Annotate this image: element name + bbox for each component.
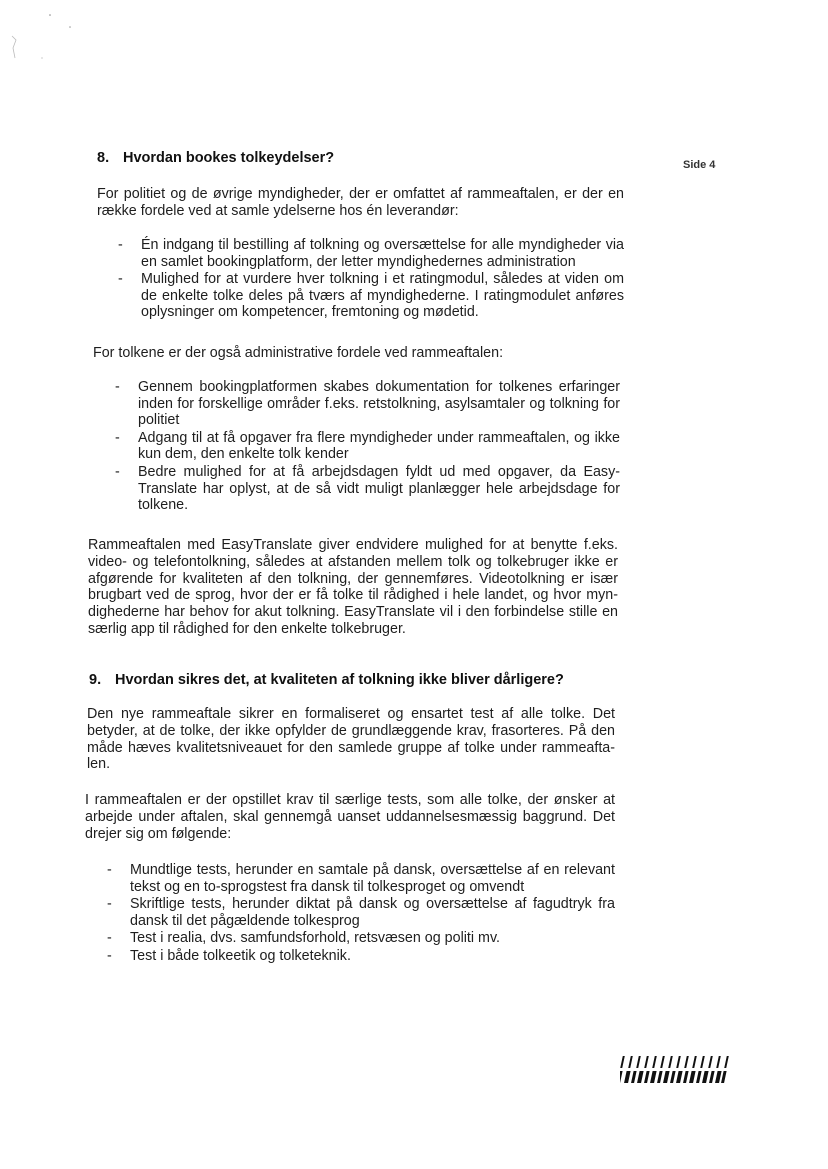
section-8-number: 8. <box>97 150 110 166</box>
section-8-heading <box>97 150 334 166</box>
list-item <box>107 862 615 895</box>
list-item <box>118 237 624 270</box>
list-item-text: Skriftlige tests, herunder diktat på dansk og oversættelse af fagudtryk fra dansk til det pågældende tolkesprog <box>130 896 615 929</box>
section-8-intro: For politiet og de øvrige myndigheder, der er omfattet af rammeaftalen, er der en række fordele ved at samle ydelserne hos én leverandør: <box>97 186 624 219</box>
bullet-dash: - <box>115 379 120 395</box>
bullet-dash: - <box>115 429 120 446</box>
bullet-dash: - <box>107 947 112 964</box>
list-item-text: Én indgang til bestilling af tolkning og oversættelse for alle myndigheder via en samlet bookingplatform, der letter myndighedernes administration <box>141 237 624 270</box>
list-item <box>118 271 624 321</box>
bullet-dash: - <box>107 896 112 913</box>
scan-specks <box>0 0 120 80</box>
section-9-paragraph-2: I rammeaftalen er der opstillet krav til særlige tests, som alle tolke, der ønsker at arbejde under aftalen, skal gennemgå uanset uddannelsesmæssig baggrund. Det drejer sig om følgende: <box>85 792 615 842</box>
list-item-text: Mulighed for at vurdere hver tolkning i et ratingmodul, således at viden om de enkelte tolke deles på tværs af myndighederne. I ratingmodulet anføres oplysninger om kompetencer, fremtoning og mødetid. <box>141 271 624 321</box>
section-9-number: 9. <box>89 672 102 688</box>
section-9-title: Hvordan sikres det, at kvaliteten af tolkning ikke bliver dårligere? <box>115 672 564 688</box>
list-item <box>115 430 620 463</box>
bullet-dash: - <box>107 862 112 878</box>
list-item <box>115 379 620 429</box>
list-item <box>107 930 615 947</box>
list-item <box>107 948 615 965</box>
section-8-closing: Rammeaftalen med EasyTranslate giver endvidere mulighed for at benytte f.eks. video- og telefontolkning, således at afstanden mellem tolk og tolkebruger ikke er afgørende for kvaliteten af den tolkning, der gennemføres. Videotolkning er især brugbart ved de sprog, hvor der er få tolke til rådighed i hele landet, og hvor myn-dighederne har behov for akut tolkning. EasyTranslate vil i den forbindelse stille en særlig app til rådighed for den enkelte tolkebruger. <box>88 537 618 637</box>
bullet-dash: - <box>107 930 112 947</box>
section-9-paragraph-1: Den nye rammeaftale sikrer en formaliseret og ensartet test af alle tolke. Det betyder, at de tolke, der ikke opfylder de grundlæggende krav, frasorteres. På den måde hæves kvalitetsniveauet for den samlede gruppe af tolke under rammeafta-len. <box>87 706 615 773</box>
section-8-bullets-authorities <box>118 237 624 322</box>
list-item-text: Test i realia, dvs. samfundsforhold, retsvæsen og politi mv. <box>130 930 501 947</box>
list-item-text: Bedre mulighed for at få arbejdsdagen fyldt ud med opgaver, da Easy-Translate har oplyst, at de så vidt muligt planlægger hele arbejdsdage for tolkene. <box>138 463 620 514</box>
list-item-text: Test i både tolkeetik og tolketeknik. <box>130 947 351 964</box>
list-item-text: Gennem bookingplatformen skabes dokumentation for tolkenes erfaringer inden for forskellige områder f.eks. retstolkning, asylsamtaler og tolkning for politiet <box>138 379 620 429</box>
list-item <box>107 896 615 929</box>
bullet-dash: - <box>118 237 123 253</box>
section-8-bullets-interpreters <box>115 379 620 515</box>
section-9-bullets-tests <box>107 862 615 966</box>
bullet-dash: - <box>118 271 123 288</box>
section-8-title: Hvordan bookes tolkeydelser? <box>123 150 335 166</box>
section-8-middle: For tolkene er der også administrative fordele ved rammeaftalen: <box>93 345 504 361</box>
scan-barcode <box>620 1055 732 1085</box>
list-item-text: Mundtlige tests, herunder en samtale på dansk, oversættelse af en relevant tekst og en to-sprogstest fra dansk til tolkesproget og omvendt <box>130 862 615 895</box>
page-number-label: Side 4 <box>683 159 716 171</box>
section-9-heading <box>89 672 564 688</box>
bullet-dash: - <box>115 463 120 480</box>
list-item <box>115 464 620 514</box>
list-item-text: Adgang til at få opgaver fra flere myndigheder under rammeaftalen, og ikke kun dem, den enkelte tolk kender <box>138 429 620 463</box>
